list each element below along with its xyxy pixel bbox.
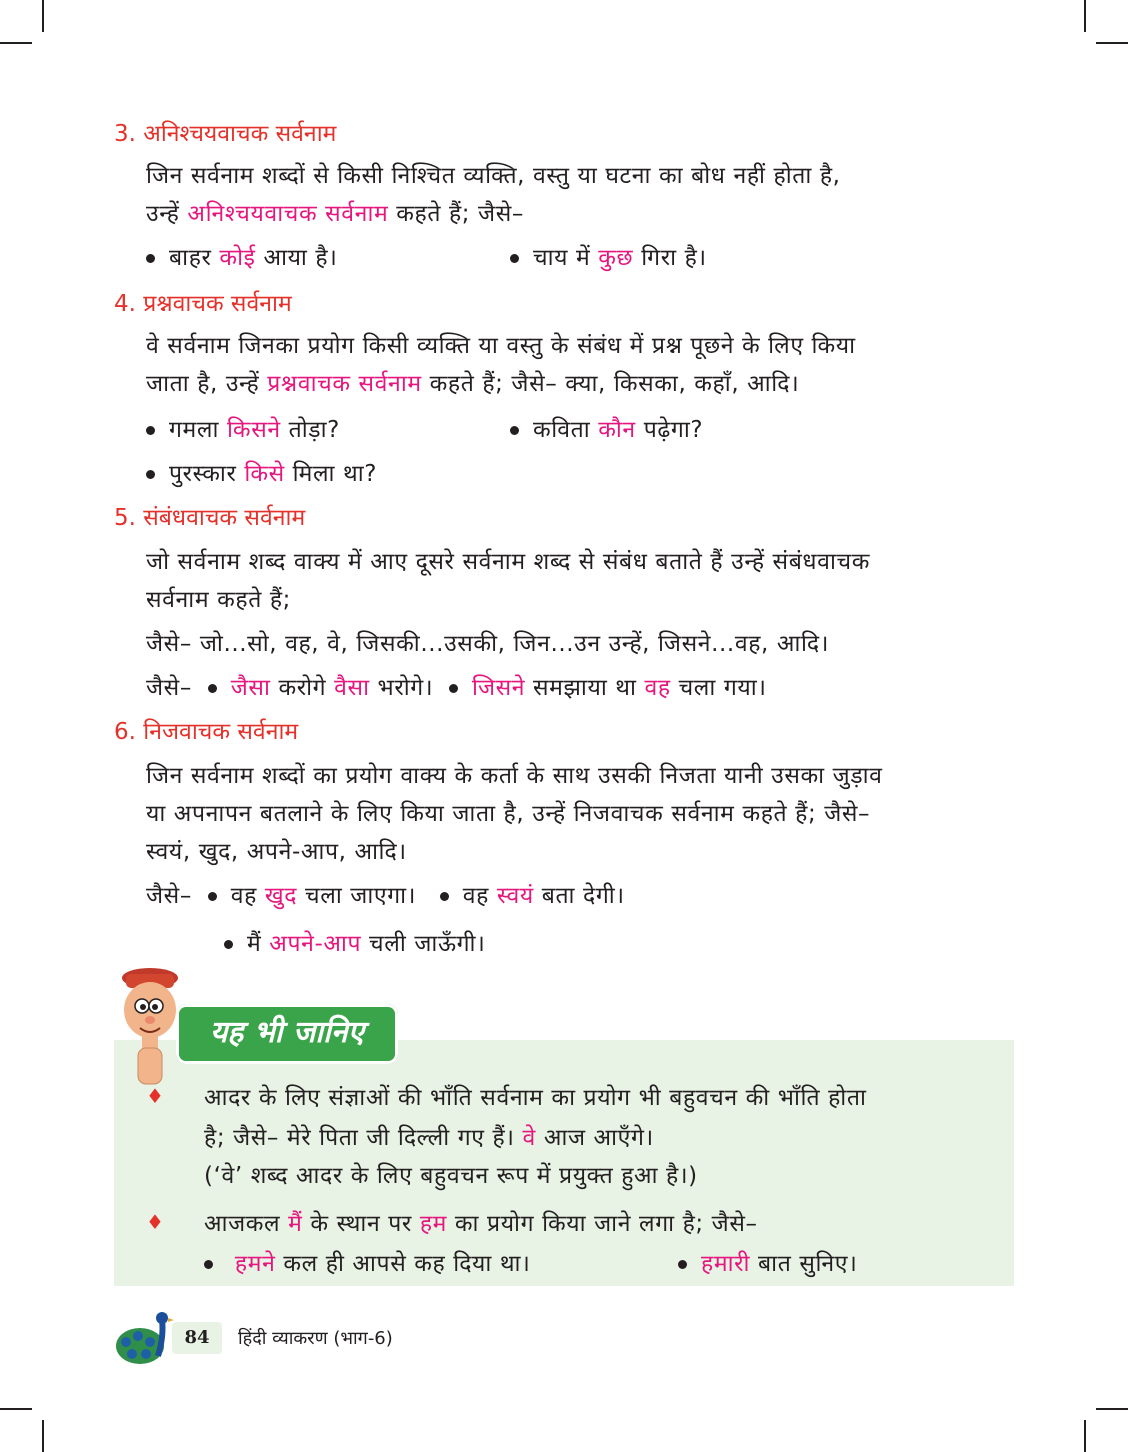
info-box-title: यह भी जानिए: [209, 1015, 365, 1050]
crop-mark: [0, 1408, 32, 1410]
bullet-icon: [440, 892, 449, 901]
section-5-paragraph-line: सर्वनाम कहते हैं;: [146, 587, 291, 613]
example-item: कविता कौन पढ़ेगा?: [510, 412, 703, 444]
section-5-heading: 5. संबंधवाचक सर्वनाम: [114, 505, 306, 531]
bullet-icon: [678, 1260, 687, 1269]
info-note-line: आजकल मैं के स्थान पर हम का प्रयोग किया जाने लगा है; जैसे–: [204, 1211, 758, 1237]
section-3-heading: 3. अनिश्चयवाचक सर्वनाम: [114, 121, 337, 147]
bullet-icon: [449, 684, 458, 693]
section-4-paragraph-line: वे सर्वनाम जिनका प्रयोग किसी व्यक्ति या वस्तु के संबंध में प्रश्न पूछने के लिए किया: [146, 333, 856, 359]
section-3-paragraph-line: जिन सर्वनाम शब्दों से किसी निश्चित व्यक्ति, वस्तु या घटना का बोध नहीं होता है,: [146, 163, 841, 189]
bullet-icon: [510, 254, 519, 263]
diamond-bullet-icon: ♦: [146, 1084, 164, 1108]
bullet-icon: [510, 426, 519, 435]
crop-mark: [42, 0, 44, 32]
example-item: बाहर कोई आया है।: [146, 240, 338, 272]
section-6-paragraph-line: स्वयं, खुद, अपने-आप, आदि।: [146, 839, 407, 865]
page-number: 84: [184, 1327, 210, 1348]
crop-mark: [1096, 42, 1128, 44]
bullet-icon: [146, 426, 155, 435]
crop-mark: [1096, 1408, 1128, 1410]
diamond-bullet-icon: ♦: [146, 1210, 164, 1234]
bullet-icon: [146, 470, 155, 479]
info-note-line: आदर के लिए संज्ञाओं की भाँति सर्वनाम का प्रयोग भी बहुवचन की भाँति होता: [204, 1085, 867, 1111]
section-4-paragraph-line: जाता है, उन्हें प्रश्नवाचक सर्वनाम कहते हैं; जैसे– क्या, किसका, कहाँ, आदि।: [146, 371, 800, 397]
bullet-icon: [208, 684, 217, 693]
info-note-line: है; जैसे– मेरे पिता जी दिल्ली गए हैं। वे आज आएँगे।: [204, 1125, 654, 1151]
section-6-heading: 6. निजवाचक सर्वनाम: [114, 719, 299, 745]
bullet-icon: [224, 940, 233, 949]
section-6-paragraph-line: जिन सर्वनाम शब्दों का प्रयोग वाक्य के कर्ता के साथ उसकी निजता यानी उसका जुड़ाव: [146, 763, 883, 789]
example-item: हमारी बात सुनिए।: [678, 1246, 857, 1278]
crop-mark: [1084, 1420, 1086, 1452]
crop-mark: [0, 42, 32, 44]
info-box-label-tab: [176, 1004, 398, 1064]
section-3-paragraph-line: उन्हें अनिश्चयवाचक सर्वनाम कहते हैं; जैसे–: [146, 201, 524, 227]
section-5-paragraph-line: जो सर्वनाम शब्द वाक्य में आए दूसरे सर्वनाम शब्द से संबंध बताते हैं उन्हें संबंधवाचक: [146, 549, 870, 575]
section-4-heading: 4. प्रश्नवाचक सर्वनाम: [114, 291, 292, 317]
peacock-logo: [114, 1306, 178, 1370]
crop-mark: [42, 1420, 44, 1452]
example-line: जैसे– जैसा करोगे वैसा भरोगे। जिसने समझाया था वह चला गया।: [146, 675, 767, 701]
bullet-icon: [208, 892, 217, 901]
section-6-paragraph-line: या अपनापन बतलाने के लिए किया जाता है, उन्हें निजवाचक सर्वनाम कहते हैं; जैसे–: [146, 801, 871, 827]
book-title: हिंदी व्याकरण (भाग-6): [238, 1328, 393, 1349]
example-item: गमला किसने तोड़ा?: [146, 412, 340, 444]
example-item: पुरस्कार किसे मिला था?: [146, 456, 377, 488]
example-item: हमने कल ही आपसे कह दिया था।: [204, 1246, 530, 1278]
example-item: चाय में कुछ गिरा है।: [510, 240, 707, 272]
section-5-paragraph-line: जैसे– जो...सो, वह, वे, जिसकी...उसकी, जिन...उन उन्हें, जिसने...वह, आदि।: [146, 631, 830, 657]
bullet-icon: [146, 254, 155, 263]
example-line: जैसे– वह खुद चला जाएगा। वह स्वयं बता देगी।: [146, 883, 625, 909]
example-item: मैं अपने-आप चली जाऊँगी।: [224, 926, 485, 958]
info-note-line: (‘वे’ शब्द आदर के लिए बहुवचन रूप में प्रयुक्त हुआ है।): [204, 1163, 698, 1189]
crop-mark: [1084, 0, 1086, 32]
bullet-icon: [204, 1260, 213, 1269]
